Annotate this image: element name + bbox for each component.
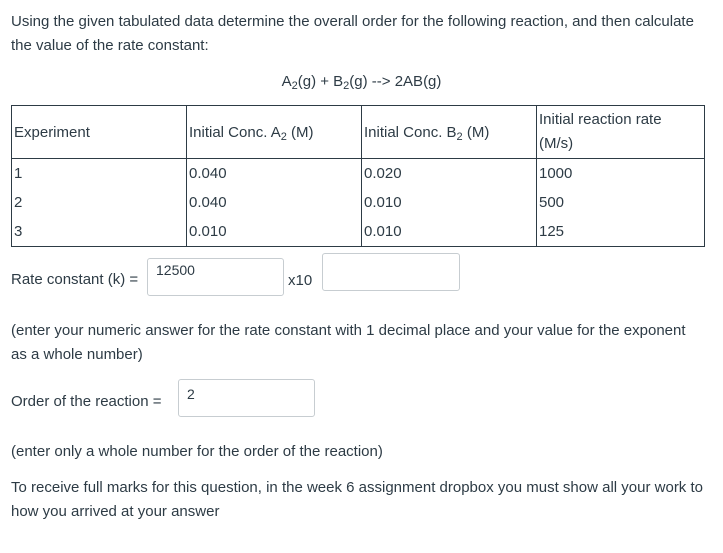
order-instructions: (enter only a whole number for the order of the reaction) <box>11 443 383 460</box>
table-cell: 1000 <box>537 159 705 189</box>
order-label: Order of the reaction = <box>11 393 162 410</box>
question-intro: Using the given tabulated data determine the overall order for the following reaction, and then calculate the value of the rate constant: <box>11 13 694 54</box>
table-cell: 0.010 <box>362 188 537 217</box>
reaction-equation: $A_2(g) + B_2(g)$ --> 2AB(g) <box>281 73 442 92</box>
rate-constant-label: Rate constant (k) = <box>11 271 139 288</box>
table-cell: 125 <box>537 217 705 247</box>
table-cell: 0.010 <box>362 217 537 247</box>
table-cell: 0.010 <box>187 217 362 247</box>
header-rate: Initial reaction rate (M/s) <box>537 106 705 159</box>
table-cell: 2 <box>14 194 23 211</box>
table-row <box>12 159 705 189</box>
times-ten-label: x10 <box>288 272 313 289</box>
table-row <box>12 217 705 247</box>
data-table <box>11 105 705 247</box>
table-cell: 0.040 <box>187 188 362 217</box>
exponent-input[interactable] <box>322 253 460 291</box>
header-experiment: Experiment <box>14 123 90 141</box>
header-conc-a: Initial Conc. $A_2$ (M) <box>187 106 362 159</box>
table-cell: 0.020 <box>362 159 537 189</box>
table-cell: 0.040 <box>187 159 362 189</box>
table-cell: 500 <box>537 188 705 217</box>
table-row <box>12 188 705 217</box>
submission-note: To receive full marks for this question, in the week 6 assignment dropbox you must show all your work to how you arrived at your answer <box>11 479 703 520</box>
header-conc-b: Initial Conc. $B_2$ (M) <box>362 106 537 159</box>
table-header-row <box>12 106 705 159</box>
order-input[interactable] <box>178 379 315 417</box>
rate-constant-instructions: (enter your numeric answer for the rate constant with 1 decimal place and your value for the exponent as a whole number) <box>11 322 686 363</box>
rate-constant-input[interactable] <box>147 258 284 296</box>
table-cell: 1 <box>14 165 23 182</box>
table-cell: 3 <box>14 223 23 240</box>
